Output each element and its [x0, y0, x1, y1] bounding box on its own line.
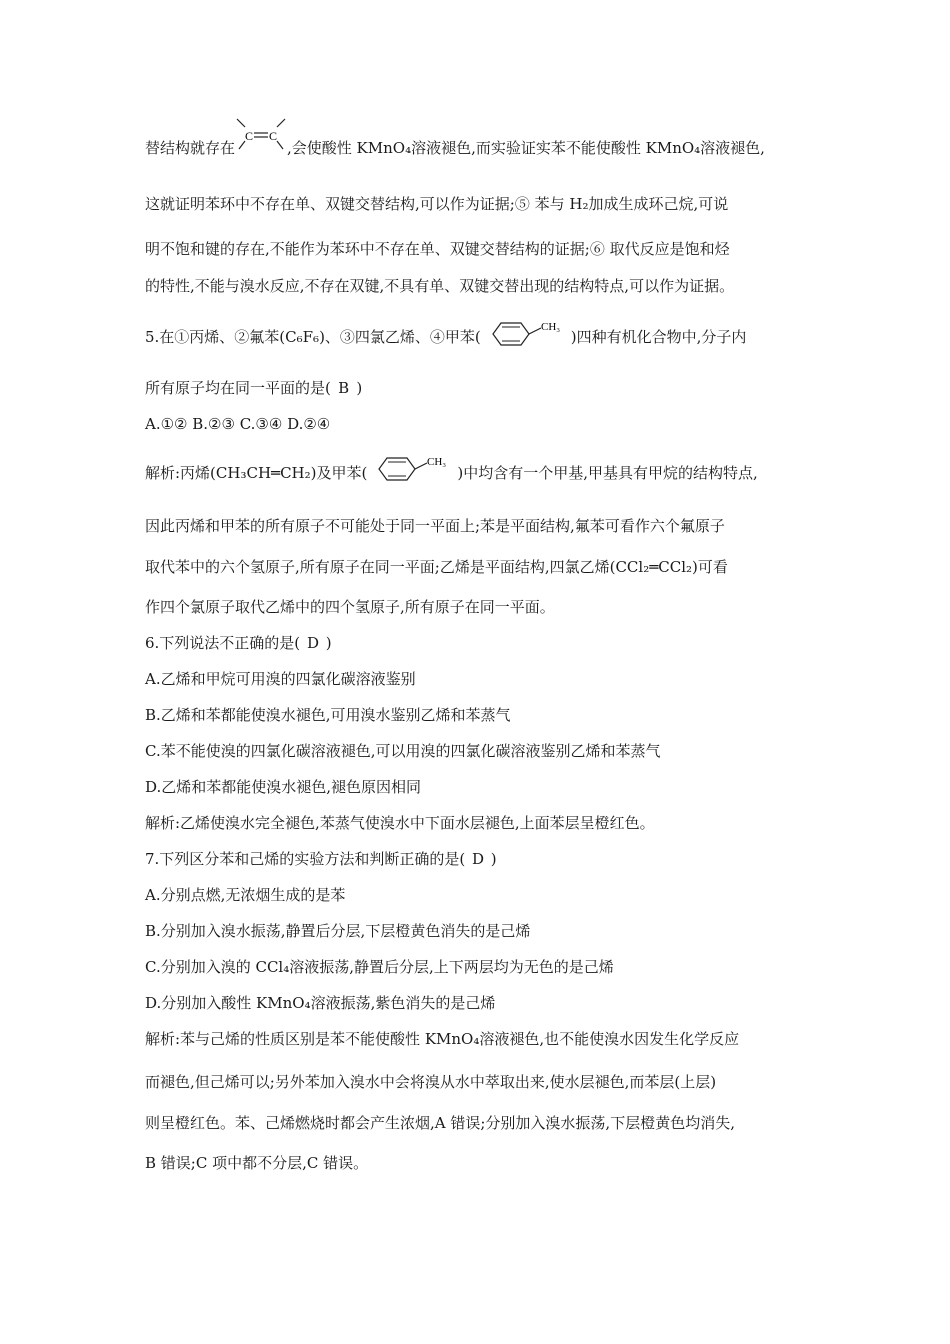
explanation-5-line: [145, 456, 758, 487]
text-line: 明不饱和键的存在,不能作为苯环中不存在单、双键交替结构的证据;⑥ 取代反应是饱和烃: [145, 240, 730, 258]
option-c: C.苯不能使溴的四氯化碳溶液褪色,可以用溴的四氯化碳溶液鉴别乙烯和苯蒸气: [145, 742, 661, 760]
alkene-double-bond-structure: [235, 113, 287, 159]
methyl-label: CH₃: [427, 456, 447, 468]
carbon-label: C: [245, 129, 254, 143]
explanation-7-line: 解析:苯与己烯的性质区别是苯不能使酸性 KMnO₄溶液褪色,也不能使溴水因发生化学反应: [145, 1030, 740, 1048]
text-fragment: 解析:丙烯(CH₃CH═CH₂)及甲苯(: [145, 464, 368, 482]
answer-7: D: [471, 850, 484, 868]
option-b: B.乙烯和苯都能使溴水褪色,可用溴水鉴别乙烯和苯蒸气: [145, 706, 511, 724]
answer-6: D: [306, 634, 319, 652]
methyl-label: CH₃: [540, 321, 560, 333]
explanation-7-line: 而褪色,但己烯可以;另外苯加入溴水中会将溴从水中萃取出来,使水层褪色,而苯层(上层): [145, 1073, 717, 1091]
text-line: 这就证明苯环中不存在单、双键交替结构,可以作为证据;⑤ 苯与 H₂加成生成环己烷,可说: [145, 195, 729, 213]
option-b: B.分别加入溴水振荡,静置后分层,下层橙黄色消失的是己烯: [145, 922, 531, 940]
text-fragment: 替结构就存在: [145, 139, 236, 157]
text-fragment: 所有原子均在同一平面的是(: [145, 379, 331, 397]
text-fragment: )中均含有一个甲基,甲基具有甲烷的结构特点,: [457, 464, 758, 482]
option-d: D.乙烯和苯都能使溴水褪色,褪色原因相同: [145, 778, 422, 796]
text-fragment: ,会使酸性 KMnO₄溶液褪色,而实验证实苯不能使酸性 KMnO₄溶液褪色,: [287, 139, 765, 157]
option-d: D.分别加入酸性 KMnO₄溶液振荡,紫色消失的是己烯: [145, 994, 496, 1012]
text-fragment: ): [490, 850, 497, 868]
explanation-6: 解析:乙烯使溴水完全褪色,苯蒸气使溴水中下面水层褪色,上面苯层呈橙红色。: [145, 814, 655, 832]
text-fragment: 5.在①丙烯、②氟苯(C₆F₆)、③四氯乙烯、④甲苯(: [145, 328, 481, 346]
question-5-options: A.①② B.②③ C.③④ D.②④: [145, 415, 331, 433]
explanation-5-line: 因此丙烯和甲苯的所有原子不可能处于同一平面上;苯是平面结构,氟苯可看作六个氟原子: [145, 517, 725, 535]
explanation-7-line: B 错误;C 项中都不分层,C 错误。: [145, 1154, 369, 1172]
text-fragment: 7.下列区分苯和己烯的实验方法和判断正确的是(: [145, 850, 466, 868]
question-7-stem: [145, 849, 497, 869]
question-6-stem: [145, 633, 332, 653]
option-c: C.分别加入溴的 CCl₄溶液振荡,静置后分层,上下两层均为无色的是己烯: [145, 958, 614, 976]
option-a: A.乙烯和甲烷可用溴的四氯化碳溶液鉴别: [145, 670, 416, 688]
text-line: [145, 129, 765, 159]
text-line: 的特性,不能与溴水反应,不存在双键,不具有单、双键交替出现的结构特点,可以作为证据。: [145, 277, 735, 295]
explanation-7-line: 则呈橙红色。苯、己烯燃烧时都会产生浓烟,A 错误;分别加入溴水振荡,下层橙黄色均消失,: [145, 1114, 735, 1132]
explanation-5-line: 作四个氯原子取代乙烯中的四个氢原子,所有原子在同一平面。: [145, 598, 555, 616]
answer-5: B: [338, 379, 350, 397]
toluene-structure: [481, 316, 571, 352]
text-fragment: ): [325, 634, 332, 652]
text-fragment: ): [356, 379, 363, 397]
question-5-prompt: [145, 378, 362, 398]
option-a: A.分别点燃,无浓烟生成的是苯: [145, 886, 346, 904]
text-fragment: 6.下列说法不正确的是(: [145, 634, 301, 652]
explanation-5-line: 取代苯中的六个氢原子,所有原子在同一平面;乙烯是平面结构,四氯乙烯(CCl₂═CCl₂)可看: [145, 558, 728, 576]
question-5-stem: [145, 321, 747, 352]
text-fragment: )四种有机化合物中,分子内: [570, 328, 747, 346]
toluene-structure: [367, 451, 457, 487]
carbon-label: C: [269, 129, 278, 143]
